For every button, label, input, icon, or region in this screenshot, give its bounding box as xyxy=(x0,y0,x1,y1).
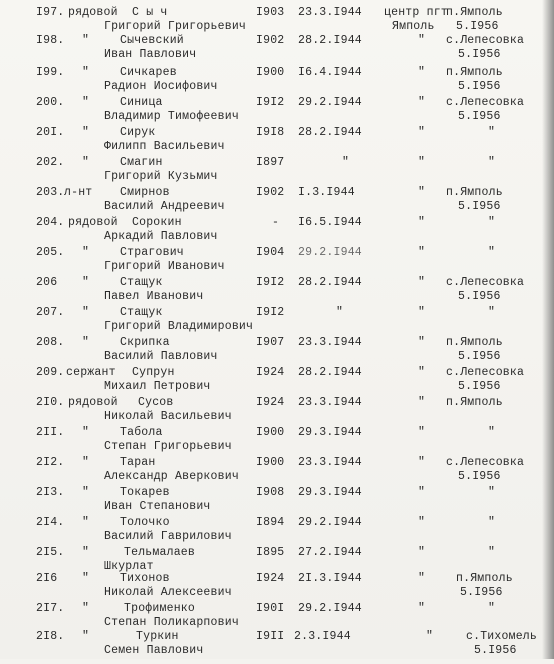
ditto-mark: " xyxy=(82,426,90,439)
entry-birth-year: I900 xyxy=(256,426,285,439)
entry-full-name: Степан Поликарпович xyxy=(104,616,239,629)
entry-birth-year: I897 xyxy=(256,156,285,169)
entry-birth-year: I9II xyxy=(256,630,285,643)
entry-reburial-place: п.Ямполь xyxy=(446,6,503,19)
entry-full-name: Василий Павлович xyxy=(104,350,218,363)
ditto-mark: " xyxy=(418,66,426,79)
entry-death-date: 28.2.I944 xyxy=(298,276,362,289)
entry-full-name: Григорий Иванович xyxy=(104,260,225,273)
entry-number: 2I3. xyxy=(36,486,65,499)
entry-reburial-place: п.Ямполь xyxy=(456,572,513,585)
entry-death-date: 29.2.I944 xyxy=(298,516,362,529)
ditto-mark: " xyxy=(418,186,426,199)
entry-reburial-date: 5.I956 xyxy=(458,80,501,93)
ditto-mark: " xyxy=(488,602,496,615)
entry-surname: Сычевский xyxy=(120,34,184,47)
ditto-mark: " xyxy=(82,336,90,349)
entry-birth-year: I904 xyxy=(256,246,285,259)
entry-full-name: Григорий Кузьмич xyxy=(104,170,218,183)
ditto-mark: " xyxy=(82,246,90,259)
entry-reburial-place: с.Лепесовка xyxy=(446,34,525,47)
entry-full-name: Семен Павлович xyxy=(104,644,204,657)
entry-birth-year: I895 xyxy=(256,546,285,559)
ditto-mark: " xyxy=(418,276,426,289)
entry-surname: Смирнов xyxy=(120,186,170,199)
entry-death-date: 29.3.I944 xyxy=(298,426,362,439)
entry-full-name: Николай Алексеевич xyxy=(104,586,232,599)
ditto-mark: " xyxy=(488,156,496,169)
entry-full-name: Степан Григорьевич xyxy=(104,440,232,453)
entry-reburial-place: с.Тихомель xyxy=(466,630,538,643)
ditto-mark: " xyxy=(82,96,90,109)
entry-number: 204. xyxy=(36,216,65,229)
ditto-mark: " xyxy=(418,516,426,529)
entry-surname: Скрипка xyxy=(120,336,170,349)
entry-death-date: 23.3.I944 xyxy=(298,456,362,469)
ditto-mark: " xyxy=(82,156,90,169)
entry-death-date: I6.5.I944 xyxy=(298,216,362,229)
list-item xyxy=(0,456,554,490)
entry-surname: С ы ч xyxy=(132,6,168,19)
entry-full-name: Николай Васильевич xyxy=(104,410,232,423)
entry-birth-year: I908 xyxy=(256,486,285,499)
entry-birth-year: I900 xyxy=(256,456,285,469)
ditto-mark: " xyxy=(418,126,426,139)
list-item xyxy=(0,216,554,250)
ditto-mark: " xyxy=(418,96,426,109)
entry-reburial-place: п.Ямполь xyxy=(446,396,503,409)
ditto-mark: " xyxy=(82,572,90,585)
ditto-mark: " xyxy=(418,602,426,615)
entry-full-name: Григорий Владимирович xyxy=(104,320,254,333)
entry-surname: Тихонов xyxy=(120,572,170,585)
list-item xyxy=(0,246,554,280)
entry-birth-year: I90I xyxy=(256,602,285,615)
entry-reburial-date: 5.I956 xyxy=(460,586,503,599)
entry-death-date: 28.2.I944 xyxy=(298,34,362,47)
list-item xyxy=(0,486,554,520)
entry-birth-year: I907 xyxy=(256,336,285,349)
entry-number: 20I. xyxy=(36,126,65,139)
entry-birth-year: I9I2 xyxy=(256,276,285,289)
entry-number: 2I4. xyxy=(36,516,65,529)
entry-birth-year: I9I2 xyxy=(256,96,285,109)
entry-surname: Страгович xyxy=(120,246,184,259)
entry-death-date: I6.4.I944 xyxy=(298,66,362,79)
entry-number: 2I7. xyxy=(36,602,65,615)
ditto-mark: " xyxy=(418,216,426,229)
entry-surname: Тельмалаев xyxy=(124,546,196,559)
entry-number: 209. xyxy=(36,366,65,379)
ditto-mark: " xyxy=(418,156,426,169)
entry-birth-year: I924 xyxy=(256,396,285,409)
entry-full-name: Шкурлат xyxy=(104,560,154,573)
entry-number: 205. xyxy=(36,246,65,259)
entry-number: 203. xyxy=(36,186,65,199)
ditto-mark: " xyxy=(82,630,90,643)
ditto-mark: " xyxy=(418,456,426,469)
ditto-mark: " xyxy=(488,246,496,259)
entry-death-date: 27.2.I944 xyxy=(298,546,362,559)
entry-reburial-place: с.Лепесовка xyxy=(446,96,525,109)
ditto-mark: " xyxy=(336,306,344,319)
list-item xyxy=(0,96,554,130)
ditto-mark: " xyxy=(488,516,496,529)
entry-full-name: Иван Степанович xyxy=(104,500,211,513)
list-item xyxy=(0,572,554,606)
entry-death-date: 29.2.I944 xyxy=(298,602,362,615)
ditto-mark: " xyxy=(82,66,90,79)
ditto-mark: " xyxy=(418,486,426,499)
entry-surname: Сусов xyxy=(138,396,174,409)
entry-reburial-date: 5.I956 xyxy=(456,20,499,33)
entry-surname: Супрун xyxy=(132,366,175,379)
list-item xyxy=(0,66,554,100)
entry-death-date: 23.3.I944 xyxy=(298,6,362,19)
entry-death-date: 23.3.I944 xyxy=(298,396,362,409)
entry-surname: Таран xyxy=(120,456,156,469)
entry-number: 208. xyxy=(36,336,65,349)
entry-number: 2I0. xyxy=(36,396,65,409)
entry-reburial-date: 5.I956 xyxy=(458,290,501,303)
entry-number: I99. xyxy=(36,66,65,79)
page-edge-shadow xyxy=(542,0,554,659)
entry-rank: л-нт xyxy=(64,186,93,199)
entry-reburial-date: 5.I956 xyxy=(458,380,501,393)
ditto-mark: " xyxy=(342,156,350,169)
entry-number: I98. xyxy=(36,34,65,47)
ditto-mark: " xyxy=(82,276,90,289)
entry-surname: Табола xyxy=(120,426,163,439)
ditto-mark: " xyxy=(418,246,426,259)
entry-surname: Смагин xyxy=(120,156,163,169)
entry-death-date: 2I.3.I944 xyxy=(298,572,362,585)
entry-death-date: 29.3.I944 xyxy=(298,486,362,499)
entry-full-name: Александр Аверкович xyxy=(104,470,239,483)
list-item xyxy=(0,426,554,460)
entry-surname: Синица xyxy=(120,96,163,109)
ditto-mark: " xyxy=(418,396,426,409)
entry-full-name: Михаил Петрович xyxy=(104,380,211,393)
entry-death-date: I.3.I944 xyxy=(298,186,355,199)
entry-reburial-date: 5.I956 xyxy=(474,644,517,657)
entry-rank: рядовой xyxy=(68,6,118,19)
entry-full-name: Григорий Григорьевич xyxy=(104,20,247,33)
list-item xyxy=(0,366,554,400)
list-item xyxy=(0,396,554,430)
ditto-mark: " xyxy=(82,126,90,139)
entry-birth-year: I902 xyxy=(256,186,285,199)
entry-birth-year: I924 xyxy=(256,572,285,585)
entry-full-name: Василий Гаврилович xyxy=(104,530,232,543)
entry-reburial-date: 5.I956 xyxy=(458,110,501,123)
entry-reburial-place: с.Лепесовка xyxy=(446,456,525,469)
list-item xyxy=(0,126,554,160)
entry-birth-year: I902 xyxy=(256,34,285,47)
entry-death-date: 29.2.I944 xyxy=(298,246,362,259)
ditto-mark: " xyxy=(418,546,426,559)
entry-number: 2I8. xyxy=(36,630,65,643)
entry-number: 2II. xyxy=(36,426,65,439)
ditto-mark: " xyxy=(488,426,496,439)
ditto-mark: " xyxy=(82,602,90,615)
ditto-mark: " xyxy=(82,516,90,529)
ditto-mark: " xyxy=(418,336,426,349)
entry-reburial-date: 5.I956 xyxy=(458,200,501,213)
ditto-mark: " xyxy=(488,546,496,559)
entry-full-name: Филипп Васильевич xyxy=(104,140,225,153)
entry-number: 202. xyxy=(36,156,65,169)
entry-rank: рядовой xyxy=(68,216,118,229)
entry-number: 200. xyxy=(36,96,65,109)
ditto-mark: " xyxy=(418,34,426,47)
entry-surname: Туркин xyxy=(136,630,179,643)
entry-full-name: Василий Андреевич xyxy=(104,200,225,213)
entry-birth-year: I924 xyxy=(256,366,285,379)
entry-number: 207. xyxy=(36,306,65,319)
list-item xyxy=(0,516,554,550)
entry-birth-year: I9I8 xyxy=(256,126,285,139)
list-item xyxy=(0,34,554,68)
ditto-mark: " xyxy=(82,546,90,559)
entry-birth-year: - xyxy=(272,216,280,229)
ditto-mark: " xyxy=(488,126,496,139)
ditto-mark: " xyxy=(418,366,426,379)
entry-birth-year: I900 xyxy=(256,66,285,79)
entry-reburial-place: с.Лепесовка xyxy=(446,276,525,289)
entry-burial-center: центр пгт xyxy=(384,6,448,19)
entry-reburial-place: п.Ямполь xyxy=(446,66,503,79)
ditto-mark: " xyxy=(488,306,496,319)
entry-full-name: Владимир Тимофеевич xyxy=(104,110,239,123)
entry-death-date: 23.3.I944 xyxy=(298,336,362,349)
ditto-mark: " xyxy=(426,630,434,643)
ditto-mark: " xyxy=(488,216,496,229)
list-item xyxy=(0,276,554,310)
entry-surname: Стащук xyxy=(120,306,163,319)
ditto-mark: " xyxy=(418,306,426,319)
entry-surname: Трофименко xyxy=(124,602,196,615)
entry-birth-year: I9I2 xyxy=(256,306,285,319)
ditto-mark: " xyxy=(82,456,90,469)
entry-burial-town: Ямполь xyxy=(392,20,435,33)
ditto-mark: " xyxy=(82,34,90,47)
entry-reburial-date: 5.I956 xyxy=(458,350,501,363)
entry-number: 2I2. xyxy=(36,456,65,469)
entry-number: I97. xyxy=(36,6,65,19)
entry-reburial-place: п.Ямполь xyxy=(446,336,503,349)
entry-rank: сержант xyxy=(66,366,116,379)
list-item xyxy=(0,186,554,220)
entry-reburial-date: 5.I956 xyxy=(458,470,501,483)
ditto-mark: " xyxy=(82,486,90,499)
ditto-mark: " xyxy=(418,572,426,585)
entry-death-date: 28.2.I944 xyxy=(298,366,362,379)
entry-surname: Стащук xyxy=(120,276,163,289)
ditto-mark: " xyxy=(82,306,90,319)
list-item xyxy=(0,156,554,190)
entry-full-name: Иван Павлович xyxy=(104,48,197,61)
entry-surname: Толочко xyxy=(120,516,170,529)
entry-full-name: Павел Иванович xyxy=(104,290,204,303)
entry-reburial-place: с.Лепесовка xyxy=(446,366,525,379)
entry-surname: Сорокин xyxy=(132,216,182,229)
entry-surname: Сичкарев xyxy=(120,66,177,79)
entry-surname: Сирук xyxy=(120,126,156,139)
entry-reburial-place: п.Ямполь xyxy=(446,186,503,199)
entry-rank: рядовой xyxy=(68,396,118,409)
entry-surname: Токарев xyxy=(120,486,170,499)
ditto-mark: " xyxy=(488,486,496,499)
list-item xyxy=(0,306,554,340)
list-item xyxy=(0,336,554,370)
ditto-mark: " xyxy=(418,426,426,439)
entry-birth-year: I894 xyxy=(256,516,285,529)
entry-reburial-date: 5.I956 xyxy=(458,48,501,61)
entry-full-name: Радион Иосифович xyxy=(104,80,218,93)
entry-number: 2I5. xyxy=(36,546,65,559)
entry-full-name: Аркадий Павлович xyxy=(104,230,218,243)
entry-birth-year: I903 xyxy=(256,6,285,19)
entry-number: 206 xyxy=(36,276,58,289)
entry-death-date: 28.2.I944 xyxy=(298,126,362,139)
entry-number: 2I6 xyxy=(36,572,58,585)
entry-death-date: 2.3.I944 xyxy=(294,630,351,643)
entry-death-date: 29.2.I944 xyxy=(298,96,362,109)
